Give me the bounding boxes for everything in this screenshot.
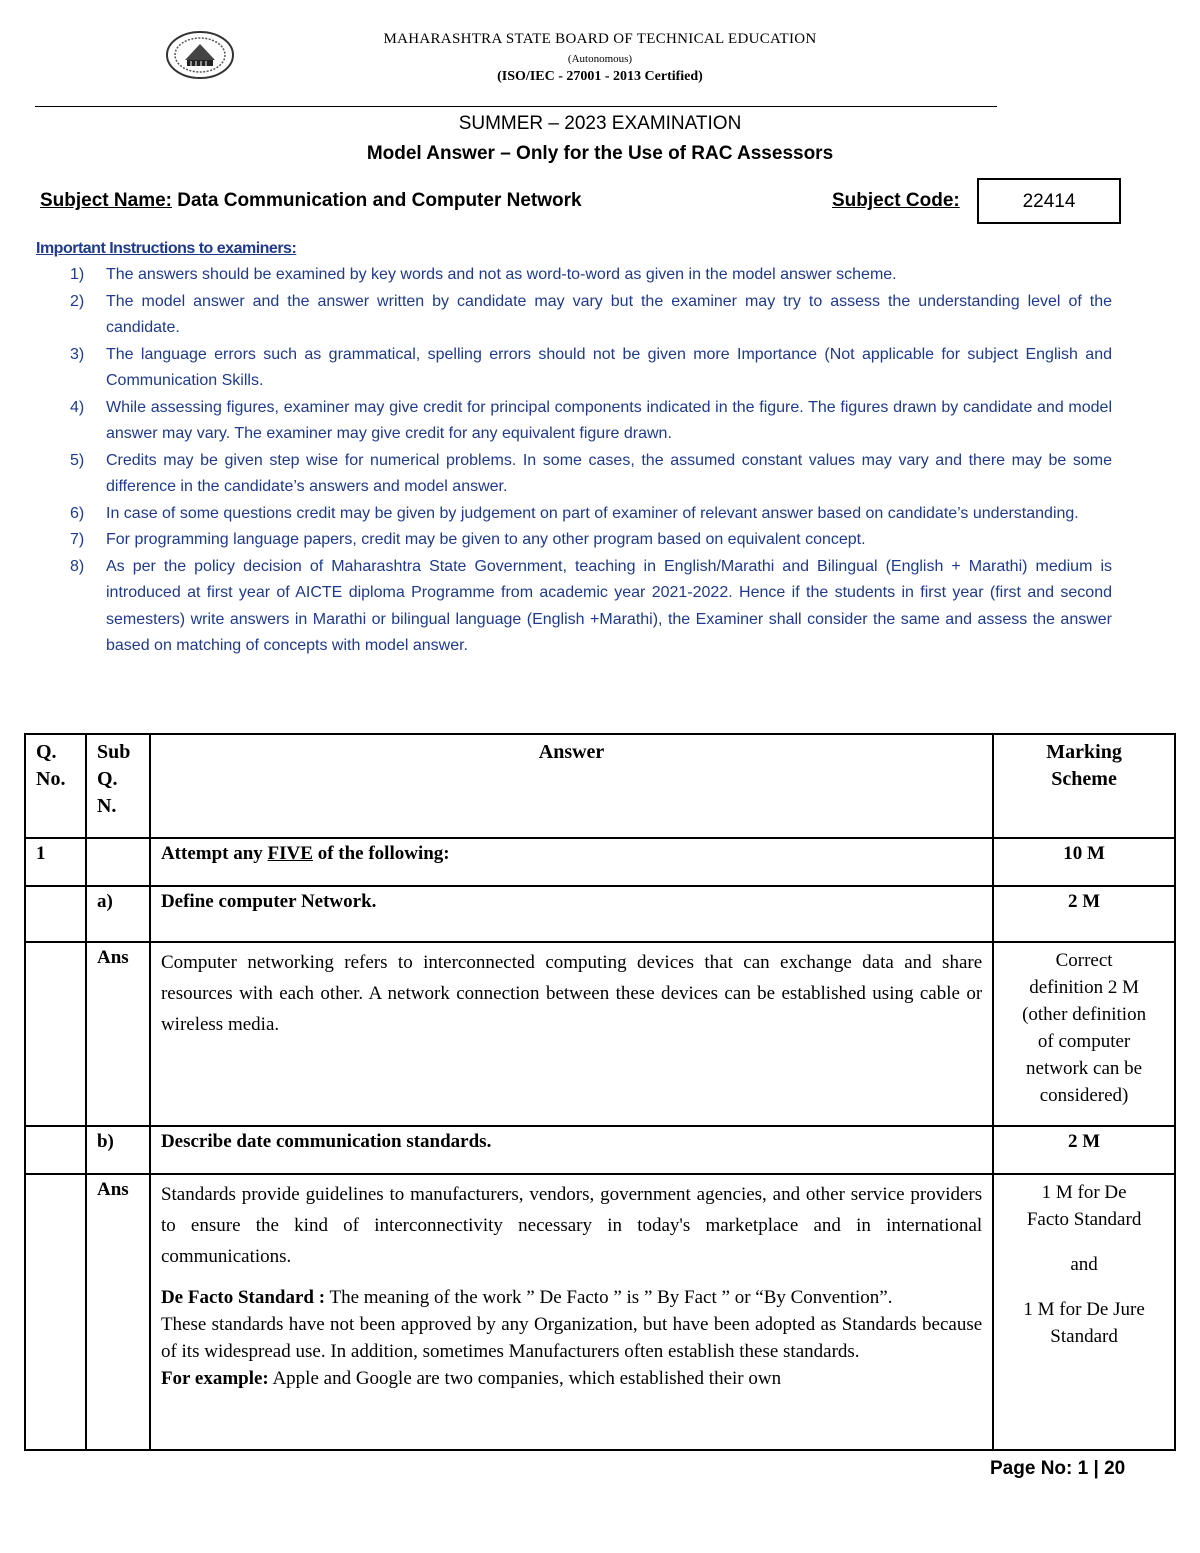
exam-subtitle: Model Answer – Only for the Use of RAC Assessors — [366, 143, 834, 164]
row-subqno: Ans — [86, 942, 150, 1126]
row-marks: 10 M — [993, 838, 1175, 886]
instruction-item: 1) The answers should be examined by key words and not as word-to-word as given in the model answer scheme. — [70, 266, 897, 283]
autonomous-label: (Autonomous) — [567, 53, 633, 65]
instruction-item: 4) While assessing figures, examiner may give credit for principal components indicated in the figure. The figures drawn by candidate and model answer may vary. The examiner may give credit for any equivalent figure drawn. — [70, 398, 1112, 442]
msbte-logo-icon — [165, 30, 235, 80]
instruction-item: 3) The language errors such as grammatical, spelling errors should not be given more Importance (Not applicable for subject English and Communication Skills. — [70, 345, 1112, 389]
subject-name-value: Data Communication and Computer Network — [177, 190, 582, 211]
row-qno — [25, 942, 86, 1126]
row-answer: Standards provide guidelines to manufacturers, vendors, government agencies, and other service providers to ensure the kind of interconnectivity necessary in today's marketplace and in international communications. De Facto Standard : The meaning of the work ” De Facto ” is ” By Fact ” or “By Convention”. These standards have not been approved by any Organization, but have been adopted as Standards because of its widespread use. In addition, sometimes Manufacturers often establish these standards. For example: Apple and Google are two companies, which established their own — [150, 1174, 993, 1450]
row-question: Describe date communication standards. — [150, 1126, 993, 1174]
row-subqno: a) — [86, 886, 150, 942]
header-divider — [35, 106, 997, 107]
row-subqno: Ans — [86, 1174, 150, 1450]
header-subqno: Sub Q. N. — [86, 734, 150, 838]
instruction-item: 7) For programming language papers, credit may be given to any other program based on equivalent concept. — [70, 531, 866, 548]
instruction-item: 2) The model answer and the answer written by candidate may vary but the examiner may try to assess the understanding level of the candidate. — [70, 292, 1112, 336]
table-row — [25, 838, 1175, 886]
certification-label: (ISO/IEC - 27001 - 2013 Certified) — [497, 69, 703, 84]
header-marking: Marking Scheme — [993, 734, 1175, 838]
instructions-list — [70, 262, 1112, 660]
table-row — [25, 1126, 1175, 1174]
table-row — [25, 1174, 1175, 1450]
header-answer: Answer — [150, 734, 993, 838]
row-qno — [25, 1174, 86, 1450]
subject-code-label: Subject Code: — [832, 190, 960, 211]
table-header-row — [25, 734, 1175, 838]
instructions-title: Important Instructions to examiners: — [36, 240, 297, 257]
instruction-item: 8) As per the policy decision of Maharashtra State Government, teaching in English/Marathi and Bilingual (English + Marathi) medium is introduced at first year of AICTE diploma Programme from academic year 2021-2022. Hence if the students in first year (first and second semesters) write answers in Marathi or bilingual language (English +Marathi), the Examiner shall consider the same and assess the answer based on matching of concepts with model answer. — [70, 557, 1112, 654]
page-number: Page No: 1 | 20 — [990, 1458, 1126, 1479]
subject-name-label: Subject Name: — [40, 190, 172, 211]
instruction-item: 5) Credits may be given step wise for numerical problems. In some cases, the assumed constant values may vary and there may be some difference in the candidate’s answers and model answer. — [70, 451, 1112, 495]
row-marks: Correct definition 2 M (other definition of computer network can be considered) — [993, 942, 1175, 1126]
row-question: Attempt any FIVE of the following: — [150, 838, 993, 886]
instruction-item: 6) In case of some questions credit may be given by judgement on part of examiner of relevant answer based on candidate’s understanding. — [70, 504, 1079, 522]
row-question: Define computer Network. — [150, 886, 993, 942]
row-qno — [25, 886, 86, 942]
subject-name-row — [40, 190, 582, 212]
exam-title: SUMMER – 2023 EXAMINATION — [458, 113, 742, 134]
answer-table — [24, 733, 1176, 1451]
row-answer: Computer networking refers to interconnected computing devices that can exchange data and share resources with each other. A network connection between these devices can be established using cable or wireless media. — [150, 942, 993, 1126]
board-name: MAHARASHTRA STATE BOARD OF TECHNICAL EDUCATION — [383, 31, 817, 47]
row-marks: 2 M — [993, 886, 1175, 942]
subject-code-box: 22414 — [977, 178, 1121, 224]
row-qno: 1 — [25, 838, 86, 886]
table-row — [25, 886, 1175, 942]
row-marks: 2 M — [993, 1126, 1175, 1174]
table-row — [25, 942, 1175, 1126]
row-subqno — [86, 838, 150, 886]
header-qno: Q. No. — [25, 734, 86, 838]
row-qno — [25, 1126, 86, 1174]
row-subqno: b) — [86, 1126, 150, 1174]
row-marks: 1 M for De Facto Standard and 1 M for De Jure Standard — [993, 1174, 1175, 1450]
